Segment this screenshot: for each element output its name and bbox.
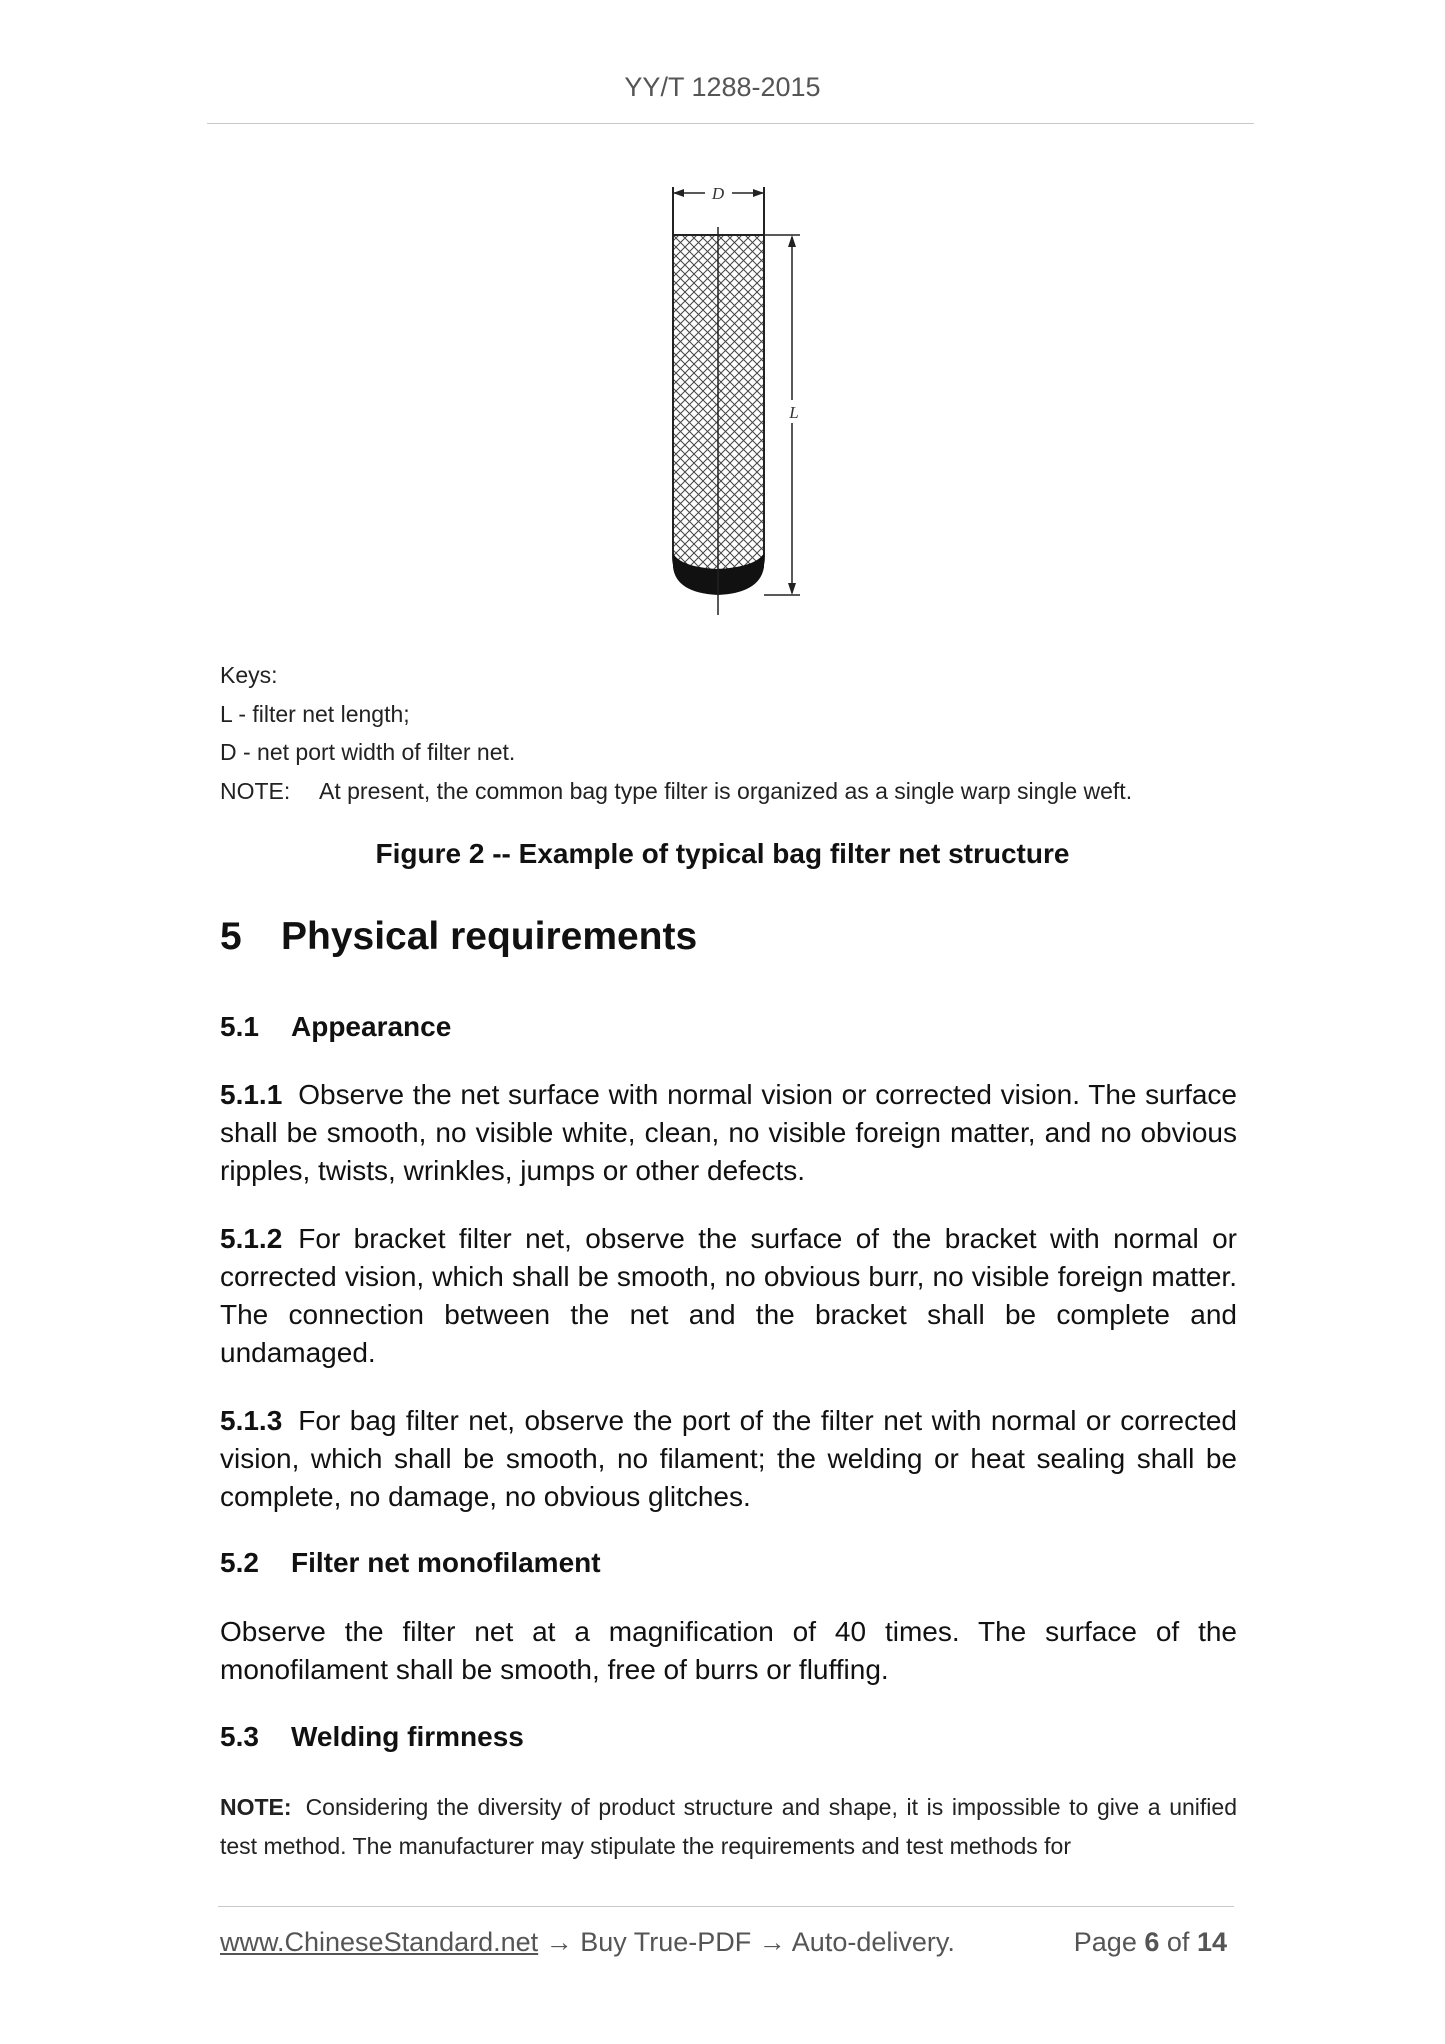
clause-number: 5.1.1	[220, 1079, 283, 1110]
welding-note	[220, 1788, 1237, 1866]
clause-number: 5.1.2	[220, 1223, 283, 1254]
section-number: 5.2	[220, 1547, 259, 1578]
bag-filter-net-drawing	[640, 175, 820, 630]
running-header: YY/T 1288-2015	[624, 72, 821, 102]
footer-rule	[218, 1906, 1234, 1907]
section-heading-5-1	[220, 1011, 451, 1043]
figure-bag-filter-net	[640, 175, 820, 630]
section-number: 5.3	[220, 1721, 259, 1752]
key-line-d: D - net port width of filter net.	[220, 739, 516, 765]
footer-promo	[220, 1927, 955, 1958]
note-label: NOTE:	[220, 1794, 292, 1820]
dimension-label-l: L	[789, 403, 799, 422]
section-number: 5	[220, 915, 242, 958]
arrow-right-icon: →	[758, 1927, 786, 1957]
section-title: Filter net monofilament	[291, 1547, 601, 1578]
section-title: Physical requirements	[281, 915, 698, 958]
key-line-l: L - filter net length;	[220, 700, 410, 727]
section-heading-5-2	[220, 1547, 601, 1579]
section-heading-5-3	[220, 1721, 524, 1753]
clause-5-2-text: Observe the filter net at a magnification of 40 times. The surface of the monofilament shall be smooth, free of burrs or fluffing.	[220, 1616, 1237, 1685]
clause-number: 5.1.3	[220, 1405, 283, 1436]
arrow-right-icon: →	[545, 1927, 573, 1957]
page-label: Page	[1073, 1927, 1137, 1957]
section-title: Welding firmness	[291, 1721, 524, 1752]
page-number	[1074, 1927, 1227, 1958]
keys-title: Keys:	[220, 662, 278, 688]
note-text: At present, the common bag type filter is organized as a single warp single weft.	[319, 777, 1133, 804]
note-label: NOTE:	[220, 777, 291, 804]
delivery-text: Auto-delivery.	[791, 1927, 955, 1957]
section-number: 5.1	[220, 1011, 259, 1042]
section-heading-5	[220, 915, 697, 959]
clause-text: Observe the net surface with normal vision or corrected vision. The surface shall be smooth, no visible white, clean, no visible foreign matter, and no obvious ripples, twists, wrinkles, jumps or other defects.	[220, 1079, 1237, 1186]
clause-5-1-3	[220, 1402, 1237, 1516]
of-label: of	[1166, 1927, 1190, 1957]
clause-5-1-2	[220, 1220, 1237, 1372]
figure-note	[220, 772, 1240, 811]
dimension-label-d: D	[711, 184, 725, 203]
figure-keys	[220, 656, 1240, 810]
total-pages: 14	[1196, 1927, 1227, 1957]
figure-caption: Figure 2 -- Example of typical bag filter net structure	[375, 838, 1070, 869]
website-link[interactable]: www.ChineseStandard.net	[220, 1927, 539, 1957]
section-title: Appearance	[291, 1011, 452, 1042]
clause-5-1-1	[220, 1076, 1237, 1190]
note-text: Considering the diversity of product structure and shape, it is impossible to give a unified test method. The manufacturer may stipulate the requirements and test methods for	[220, 1794, 1237, 1859]
header-rule	[207, 123, 1254, 124]
current-page: 6	[1144, 1927, 1160, 1957]
clause-text: For bag filter net, observe the port of the filter net with normal or corrected vision, which shall be smooth, no filament; the welding or heat sealing shall be complete, no damage, no obvious glitches.	[220, 1405, 1237, 1512]
buy-text: Buy True-PDF	[580, 1927, 752, 1957]
clause-text: For bracket filter net, observe the surface of the bracket with normal or corrected vision, which shall be smooth, no obvious burr, no visible foreign matter. The connection between the net and the bracket shall be complete and undamaged.	[220, 1223, 1237, 1368]
